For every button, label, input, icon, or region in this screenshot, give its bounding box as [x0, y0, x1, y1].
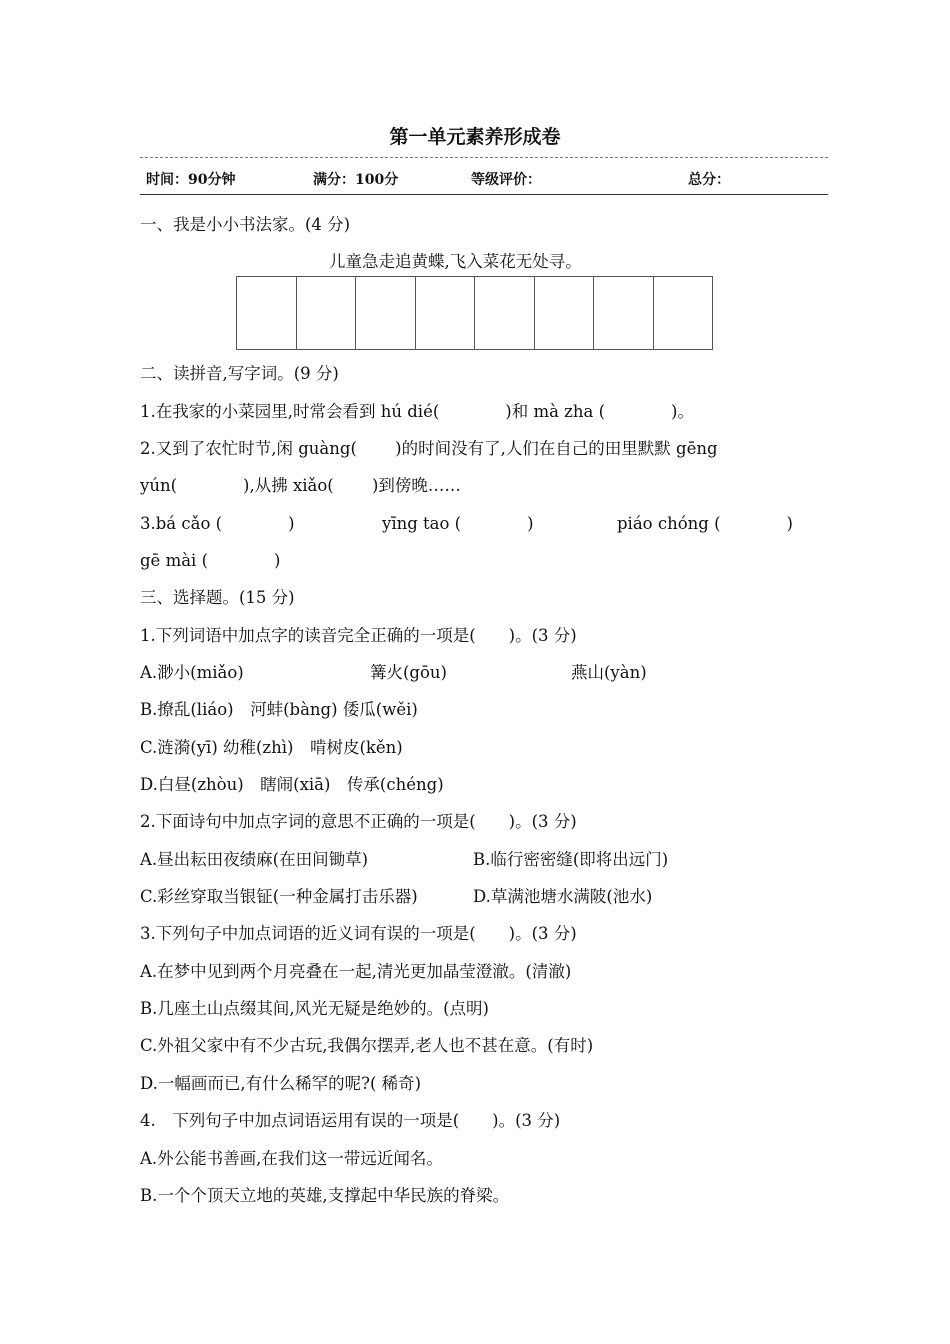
s3-question-1: 1.下列词语中加点字的读音完全正确的一项是( )。(3 分): [140, 626, 577, 645]
writing-grid: [236, 276, 713, 350]
grade-label: 等级评价：: [471, 172, 541, 188]
s3-q1-option-d: D.白昼(zhòu) 瞎闹(xiā) 传承(chéng): [140, 775, 444, 794]
s3-q1-option-a3: 燕山(yàn): [571, 663, 647, 682]
s2-question-2-line2: yún( ),从拂 xiǎo( )到傍晚……: [140, 476, 461, 495]
s2-question-3-item-b: yīng tao ( ): [382, 514, 534, 533]
s3-q2-option-b: B.临行密密缝(即将出远门): [473, 850, 669, 869]
s3-q1-option-c: C.涟漪(yī) 幼稚(zhì) 啃树皮(kěn): [140, 738, 403, 757]
header-dashed-divider: [140, 157, 828, 158]
time-label: 时间：90分钟: [146, 172, 236, 188]
total-label: 总分：: [688, 172, 730, 188]
s3-question-4: 4. 下列句子中加点词语运用有误的一项是( )。(3 分): [140, 1111, 561, 1130]
s3-q4-option-b: B.一个个顶天立地的英雄,支撑起中华民族的脊梁。: [140, 1186, 510, 1205]
s3-q3-option-a: A.在梦中见到两个月亮叠在一起,清光更加晶莹澄澈。(清澈): [140, 962, 572, 981]
s3-q1-option-a1: A.渺小(miǎo): [140, 663, 244, 682]
s3-q2-option-d: D.草满池塘水满陂(池水): [473, 887, 653, 906]
header-solid-divider: [140, 194, 828, 195]
writing-cell[interactable]: [356, 277, 416, 349]
writing-cell[interactable]: [535, 277, 595, 349]
s3-q1-option-b: B.撩乱(liáo) 河蚌(bàng) 倭瓜(wěi): [140, 700, 418, 719]
full-score-label: 满分：100分: [313, 172, 399, 188]
s3-q3-option-b: B.几座土山点缀其间,风光无疑是绝妙的。(点明): [140, 999, 489, 1018]
section1-heading: 一、我是小小书法家。(4 分): [140, 215, 351, 234]
s3-q2-option-a: A.昼出耘田夜绩麻(在田间锄草): [140, 850, 369, 869]
section3-heading: 三、选择题。(15 分): [140, 588, 295, 607]
writing-cell[interactable]: [416, 277, 476, 349]
s3-q1-option-a2: 篝火(gōu): [370, 663, 447, 682]
s3-question-2: 2.下面诗句中加点字词的意思不正确的一项是( )。(3 分): [140, 812, 577, 831]
s3-q4-option-a: A.外公能书善画,在我们这一带远近闻名。: [140, 1149, 443, 1168]
writing-cell[interactable]: [475, 277, 535, 349]
s3-question-3: 3.下列句子中加点词语的近义词有误的一项是( )。(3 分): [140, 924, 577, 943]
s2-question-3-item-c: piáo chóng ( ): [617, 514, 793, 533]
s3-q3-option-c: C.外祖父家中有不少古玩,我偶尔摆弄,老人也不甚在意。(有时): [140, 1036, 594, 1055]
writing-cell[interactable]: [237, 277, 297, 349]
s2-question-1: 1.在我家的小菜园里,时常会看到 hú dié( )和 mà zha ( )。: [140, 402, 694, 421]
page-title: 第一单元素养形成卷: [389, 126, 561, 148]
writing-cell[interactable]: [297, 277, 357, 349]
s2-question-3-item-a: 3.bá cǎo ( ): [140, 514, 295, 533]
s3-q3-option-d: D.一幅画而已,有什么稀罕的呢?( 稀奇): [140, 1074, 422, 1093]
s3-q2-option-c: C.彩丝穿取当银钲(一种金属打击乐器): [140, 887, 418, 906]
writing-cell[interactable]: [594, 277, 654, 349]
s2-question-3-item-d: gē mài ( ): [140, 551, 281, 570]
poem-line: 儿童急走追黄蝶,飞入菜花无处寻。: [329, 252, 582, 271]
s2-question-2-line1: 2.又到了农忙时节,闲 guàng( )的时间没有了,人们在自己的田里默默 gēng: [140, 439, 718, 458]
section2-heading: 二、读拼音,写字词。(9 分): [140, 364, 339, 383]
writing-cell[interactable]: [654, 277, 713, 349]
